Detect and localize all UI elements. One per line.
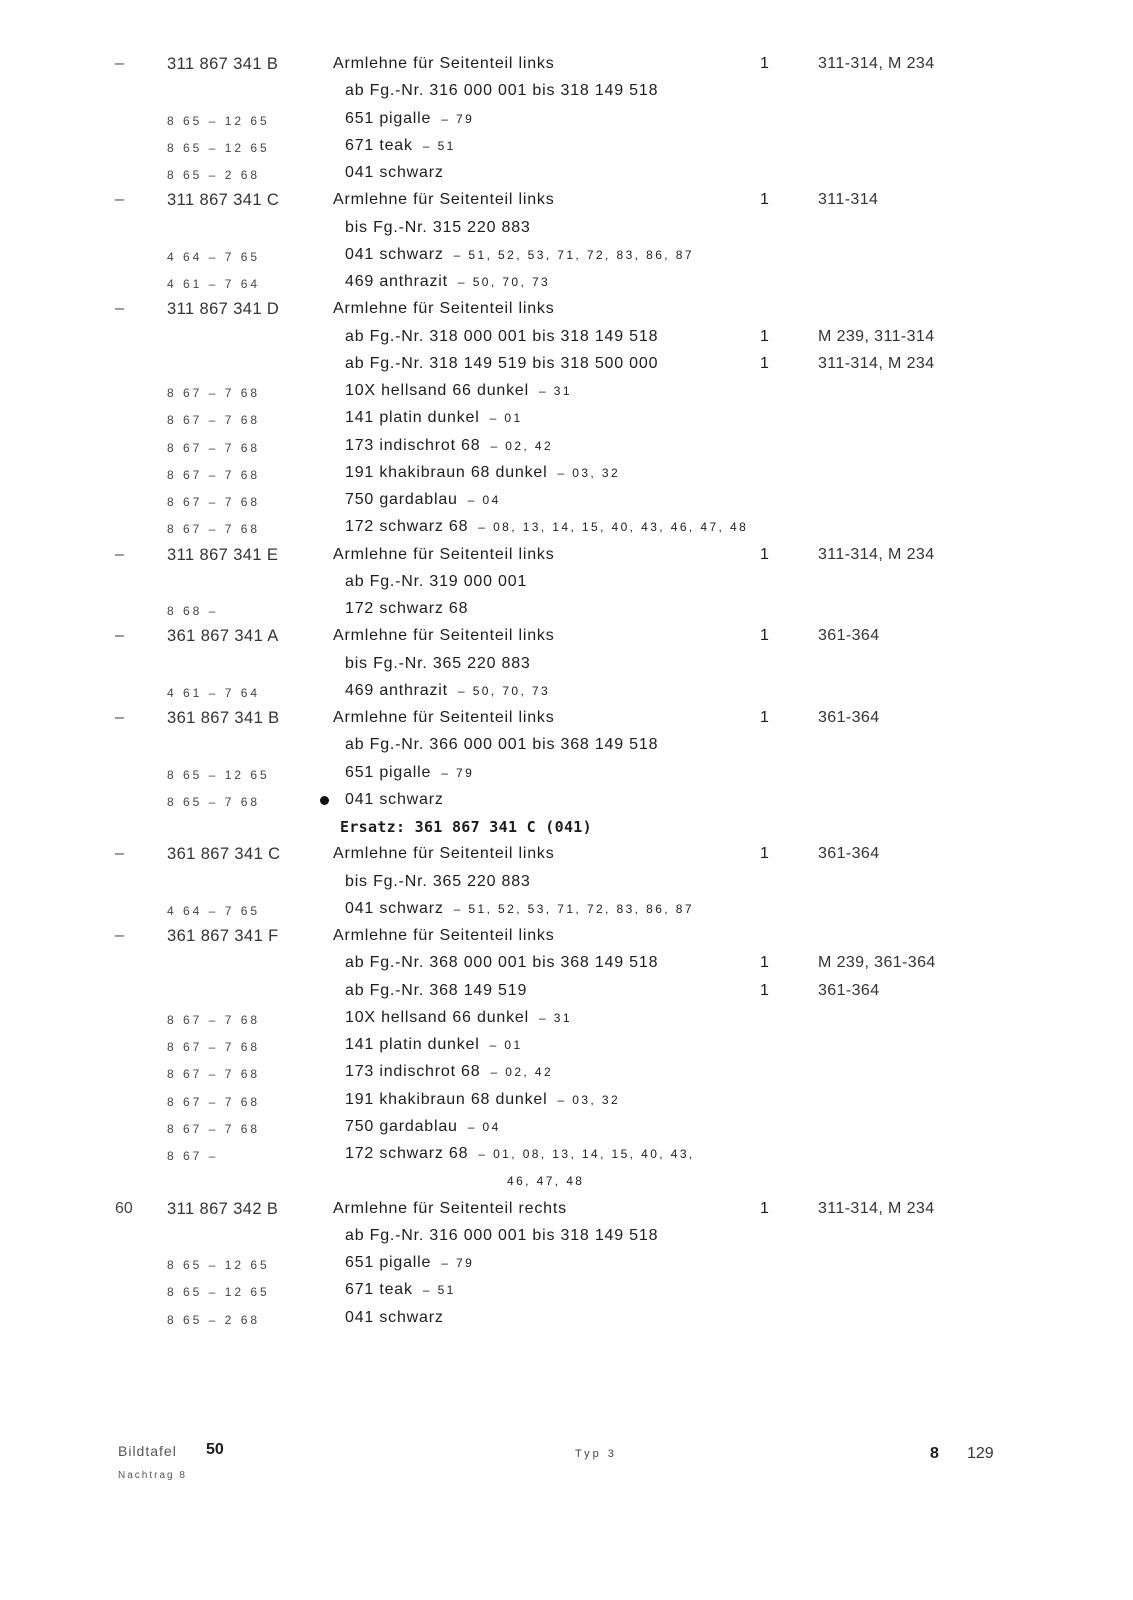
description: 671 teak (345, 1281, 413, 1299)
description: Armlehne für Seitenteil links (333, 545, 555, 563)
production-date: 8 65 – 2 68 (167, 168, 261, 182)
part-number: 361 867 341 C (167, 845, 281, 864)
detail-row (0, 651, 1133, 679)
description: Armlehne für Seitenteil links (333, 845, 555, 863)
description-line (345, 1250, 474, 1276)
description-line (345, 1005, 572, 1031)
model-codes: – 51, 52, 53, 71, 72, 83, 86, 87 (453, 901, 694, 916)
position-mark: – (115, 191, 124, 209)
model-remark: 361-364 (818, 981, 880, 999)
detail-row (0, 869, 1133, 897)
production-date: 8 67 – 7 68 (167, 413, 261, 428)
detail-row (0, 78, 1133, 106)
description: bis Fg.-Nr. 365 220 883 (345, 872, 531, 890)
position-mark: – (115, 927, 124, 944)
model-codes: – 51 (422, 1283, 456, 1298)
part-number: 311 867 341 E (167, 545, 279, 564)
description-line (345, 242, 694, 268)
model-remark: 311-314, M 234 (818, 354, 935, 372)
replacement-row (0, 814, 1133, 842)
model-codes: – 50, 70, 73 (457, 275, 551, 289)
quantity: 1 (760, 354, 769, 372)
production-date: 8 67 – 7 68 (167, 495, 261, 509)
variant-row (0, 1005, 1133, 1033)
description-line (345, 514, 748, 540)
description-line (345, 405, 523, 431)
quantity: 1 (760, 545, 769, 563)
detail-row (0, 978, 1133, 1006)
production-date: 8 65 – 7 68 (167, 794, 261, 809)
model-codes: – 02, 42 (490, 1065, 554, 1080)
quantity: 1 (760, 845, 769, 863)
production-date: 8 65 – 12 65 (167, 767, 270, 782)
description-line (345, 133, 456, 159)
variant-row (0, 160, 1133, 188)
description: ab Fg.-Nr. 319 000 001 (345, 572, 528, 590)
production-date: 8 65 – 12 65 (167, 140, 270, 155)
position-mark: 60 (115, 1199, 133, 1217)
part-row (0, 542, 1133, 570)
model-codes: – 02, 42 (490, 438, 554, 453)
description: Armlehne für Seitenteil links (333, 709, 555, 726)
variant-row (0, 787, 1133, 815)
production-date: 8 67 – 7 68 (167, 1012, 261, 1027)
description: ab Fg.-Nr. 318 149 519 bis 318 500 000 (345, 354, 659, 372)
model-remark: 361-364 (818, 627, 880, 645)
variant-row (0, 269, 1133, 297)
description-line (345, 487, 501, 513)
part-row (0, 1196, 1133, 1224)
production-date: 8 67 – 7 68 (167, 1094, 261, 1109)
part-row (0, 51, 1133, 79)
variant-row (0, 1032, 1133, 1060)
description: 671 teak (345, 136, 413, 154)
part-number: 311 867 341 B (167, 55, 279, 73)
production-date: 8 65 – 12 65 (167, 1285, 270, 1300)
detail-row (0, 569, 1133, 597)
description: bis Fg.-Nr. 365 220 883 (345, 654, 531, 672)
variant-row (0, 433, 1133, 461)
quantity: 1 (760, 1199, 769, 1217)
description: 651 pigalle (345, 1254, 432, 1271)
variant-row (0, 378, 1133, 406)
section-number: 8 (930, 1445, 939, 1462)
description: 173 indischrot 68 (345, 1063, 481, 1081)
position-mark: – (115, 709, 124, 726)
description: ab Fg.-Nr. 318 000 001 bis 318 149 518 (345, 327, 659, 345)
variant-row (0, 460, 1133, 488)
supplement-label: Nachtrag 8 (118, 1470, 187, 1481)
description: ab Fg.-Nr. 366 000 001 bis 368 149 518 (345, 736, 659, 754)
part-row (0, 296, 1133, 324)
description-line (345, 460, 620, 486)
description: 191 khakibraun 68 dunkel (345, 1090, 548, 1108)
model-codes: – 03, 32 (557, 1092, 621, 1107)
plate-label: Bildtafel (118, 1443, 177, 1459)
quantity: 1 (760, 327, 769, 345)
description: 469 anthrazit (345, 681, 448, 699)
part-number: 361 867 341 A (167, 627, 279, 646)
variant-row (0, 760, 1133, 788)
part-number: 311 867 341 D (167, 300, 280, 319)
part-row (0, 841, 1133, 869)
description: 10X hellsand 66 dunkel (345, 382, 529, 399)
part-number: 361 867 341 F (167, 927, 279, 945)
model-codes: – 51 (422, 138, 456, 153)
detail-row (0, 1168, 1133, 1196)
model-codes: – 01, 08, 13, 14, 15, 40, 43, (478, 1147, 695, 1161)
model-codes: – 04 (467, 493, 501, 507)
variant-row (0, 1250, 1133, 1278)
description-line (345, 378, 572, 404)
part-number: 361 867 341 B (167, 709, 280, 727)
description: 041 schwarz (345, 1308, 444, 1326)
description-line (345, 1059, 553, 1085)
production-date: 8 68 – (167, 604, 219, 618)
description-line (345, 269, 550, 295)
page-number: 129 (967, 1445, 994, 1462)
description-line (345, 896, 694, 922)
model-codes: – 08, 13, 14, 15, 40, 43, 46, 47, 48 (478, 520, 749, 535)
variant-row (0, 133, 1133, 161)
production-date: 8 67 – 7 68 (167, 440, 261, 455)
variant-row (0, 896, 1133, 924)
description: Armlehne für Seitenteil links (333, 55, 555, 72)
model-remark: 311-314 (818, 191, 879, 209)
description: 191 khakibraun 68 dunkel (345, 463, 548, 481)
model-codes: – 01 (489, 411, 523, 426)
description-line (345, 678, 550, 704)
position-mark: – (115, 627, 124, 645)
description: ab Fg.-Nr. 316 000 001 bis 318 149 518 (345, 82, 659, 100)
description: 750 gardablau (345, 1117, 458, 1135)
model-codes: – 03, 32 (557, 465, 621, 480)
variant-row (0, 1114, 1133, 1142)
model-codes: – 79 (441, 1256, 475, 1270)
quantity: 1 (760, 191, 769, 209)
detail-row (0, 324, 1133, 352)
quantity: 1 (760, 709, 769, 726)
description: 10X hellsand 66 dunkel (345, 1008, 529, 1026)
variant-row (0, 405, 1133, 433)
description: ab Fg.-Nr. 368 149 519 (345, 981, 528, 999)
quantity: 1 (760, 55, 769, 72)
description: 651 pigalle (345, 763, 432, 781)
model-codes: – 04 (467, 1119, 501, 1134)
description-line (345, 433, 553, 459)
description-line (345, 1141, 695, 1167)
position-mark: – (115, 845, 124, 863)
description-line (345, 1114, 501, 1140)
production-date: 4 64 – 7 65 (167, 903, 261, 918)
production-date: 8 67 – 7 68 (167, 522, 261, 537)
model-remark: 361-364 (818, 845, 880, 863)
part-row (0, 923, 1133, 951)
description-line (345, 760, 474, 786)
production-date: 8 67 – 7 68 (167, 1040, 261, 1054)
description-line (345, 1277, 456, 1303)
model-remark: 361-364 (818, 709, 880, 726)
production-date: 4 61 – 7 64 (167, 685, 261, 700)
variant-row (0, 242, 1133, 270)
description-line (345, 106, 474, 132)
part-row (0, 623, 1133, 651)
quantity: 1 (760, 627, 769, 645)
detail-row (0, 215, 1133, 243)
part-number: 311 867 341 C (167, 191, 280, 210)
description: 141 platin dunkel (345, 1036, 480, 1053)
production-date: 8 67 – 7 68 (167, 467, 261, 482)
variant-row (0, 1277, 1133, 1305)
detail-row (0, 351, 1133, 379)
part-row (0, 705, 1133, 733)
description: Armlehne für Seitenteil links (333, 191, 555, 209)
description: Armlehne für Seitenteil rechts (333, 1199, 567, 1217)
part-number: 311 867 342 B (167, 1199, 279, 1218)
description: Armlehne für Seitenteil links (333, 300, 555, 318)
production-date: 8 65 – 12 65 (167, 1258, 270, 1272)
position-mark: – (115, 545, 124, 563)
detail-row (0, 732, 1133, 760)
plate-number: 50 (206, 1441, 224, 1458)
description: 141 platin dunkel (345, 409, 480, 427)
variant-row (0, 1141, 1133, 1169)
position-mark: – (115, 55, 124, 72)
quantity: 1 (760, 981, 769, 999)
description: bis Fg.-Nr. 315 220 883 (345, 218, 531, 236)
variant-row (0, 106, 1133, 134)
production-date: 8 65 – 2 68 (167, 1312, 261, 1327)
production-date: 4 61 – 7 64 (167, 277, 261, 291)
description: 172 schwarz 68 (345, 1145, 469, 1162)
quantity: 1 (760, 954, 769, 972)
variant-row (0, 1305, 1133, 1333)
variant-row (0, 514, 1133, 542)
variant-row (0, 596, 1133, 624)
production-date: 8 67 – 7 68 (167, 386, 261, 400)
model-remark: 311-314, M 234 (818, 545, 935, 563)
variant-row (0, 678, 1133, 706)
production-date: 8 67 – 7 68 (167, 1067, 261, 1082)
code-continuation: 46, 47, 48 (507, 1174, 585, 1189)
model-codes: – 01 (489, 1038, 523, 1052)
variant-row (0, 487, 1133, 515)
detail-row (0, 1223, 1133, 1251)
description: 173 indischrot 68 (345, 436, 481, 454)
description: 172 schwarz 68 (345, 518, 469, 536)
variant-row (0, 1059, 1133, 1087)
model-codes: – 79 (441, 111, 475, 126)
description: 041 schwarz (345, 245, 444, 263)
type-label: Typ 3 (575, 1448, 617, 1460)
description: 041 schwarz (345, 790, 444, 808)
description: Armlehne für Seitenteil links (333, 627, 555, 645)
part-row (0, 187, 1133, 215)
production-date: 8 67 – (167, 1149, 219, 1163)
position-mark: – (115, 300, 124, 318)
model-codes: – 31 (538, 384, 572, 398)
description: Armlehne für Seitenteil links (333, 927, 555, 944)
description-line (345, 1087, 620, 1113)
production-date: 8 65 – 12 65 (167, 113, 270, 128)
description: 750 gardablau (345, 491, 458, 508)
production-date: 4 64 – 7 65 (167, 249, 261, 264)
production-date: 8 67 – 7 68 (167, 1121, 261, 1136)
bullet-icon (320, 796, 329, 805)
model-codes: – 79 (441, 765, 475, 780)
description: 041 schwarz (345, 899, 444, 917)
model-codes: – 50, 70, 73 (457, 683, 551, 698)
detail-row (0, 950, 1133, 978)
description: 041 schwarz (345, 164, 444, 181)
description: 469 anthrazit (345, 273, 448, 290)
description: 651 pigalle (345, 109, 432, 127)
description-line (345, 1032, 523, 1058)
model-codes: – 31 (538, 1010, 572, 1025)
description: ab Fg.-Nr. 368 000 001 bis 368 149 518 (345, 954, 659, 972)
model-codes: – 51, 52, 53, 71, 72, 83, 86, 87 (453, 247, 694, 262)
variant-row (0, 1087, 1133, 1115)
model-remark: 311-314, M 234 (818, 1199, 935, 1217)
model-remark: M 239, 361-364 (818, 954, 936, 972)
model-remark: 311-314, M 234 (818, 55, 935, 72)
description: 172 schwarz 68 (345, 600, 469, 617)
model-remark: M 239, 311-314 (818, 327, 935, 345)
replacement-note: Ersatz: 361 867 341 C (041) (340, 818, 592, 836)
description: ab Fg.-Nr. 316 000 001 bis 318 149 518 (345, 1226, 659, 1244)
